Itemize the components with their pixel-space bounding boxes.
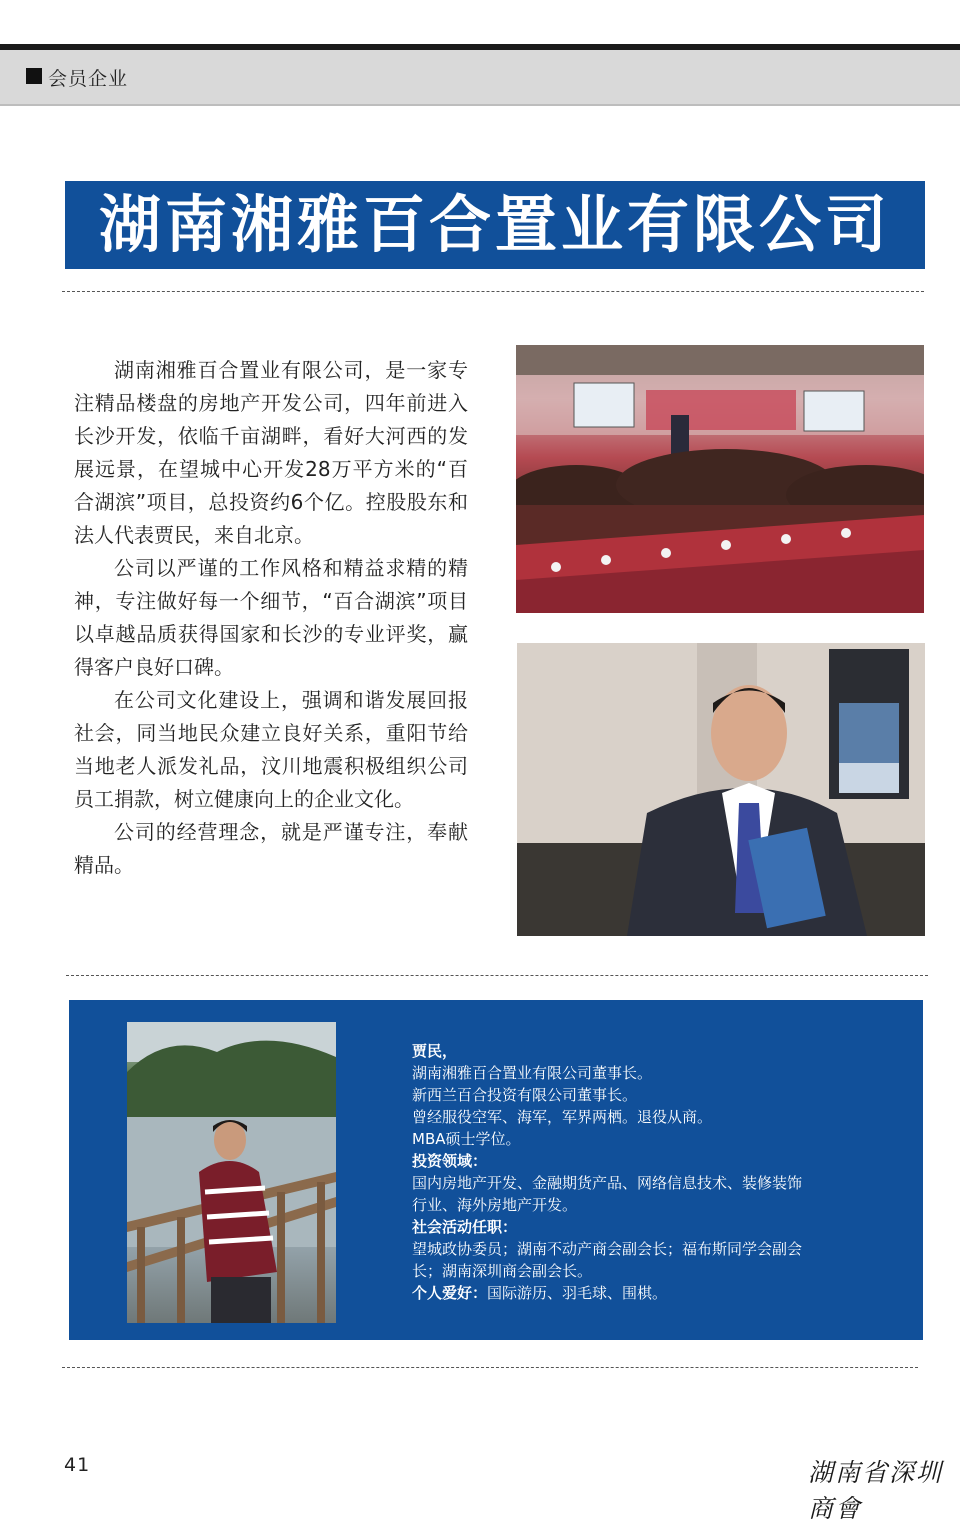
section-square-icon	[26, 68, 42, 84]
investment-line: 国内房地产开发、金融期货产品、网络信息技术、装修装饰	[412, 1174, 803, 1192]
hobby-heading: 个人爱好：	[412, 1284, 488, 1302]
social-heading: 社会活动任职：	[412, 1218, 518, 1236]
article-paragraph: 在公司文化建设上，强调和谐发展回报社会，同当地民众建立良好关系，重阳节给当地老人派发礼品，汶川地震积极组织公司员工捐款，树立健康向上的企业文化。	[74, 688, 468, 811]
footer-brand: 湖南省深圳商會	[808, 1458, 944, 1523]
divider	[62, 291, 924, 292]
article-body	[74, 354, 468, 882]
bio-role: 新西兰百合投资有限公司董事长。	[412, 1086, 638, 1104]
bio-role: 曾经服役空军、海军，军界两栖。退役从商。	[412, 1108, 713, 1126]
title-band	[65, 181, 925, 269]
chairman-photo	[517, 643, 925, 936]
article-paragraph: 公司以严谨的工作风格和精益求精的精神，专注做好每一个细节，“百合湖滨”项目以卓越品质获得国家和长沙的专业评奖，赢得客户良好口碑。	[74, 556, 468, 679]
divider	[62, 1367, 918, 1368]
investment-heading: 投资领域：	[412, 1152, 488, 1170]
investment-line: 行业、海外房地产开发。	[412, 1196, 578, 1214]
article-paragraph: 公司的经营理念，就是严谨专注，奉献精品。	[74, 820, 468, 877]
page-title: 湖南湘雅百合置业有限公司	[98, 188, 891, 261]
portrait-photo	[127, 1022, 336, 1323]
section-header-bar	[0, 50, 960, 106]
bio-role: MBA硕士学位。	[412, 1130, 521, 1148]
social-line: 长；湖南深圳商会副会长。	[412, 1262, 593, 1280]
bio-name: 贾民，	[412, 1042, 458, 1060]
hobby-text: 国际游历、羽毛球、围棋。	[487, 1284, 668, 1302]
bio-text	[412, 1040, 852, 1304]
social-line: 望城政协委员；湖南不动产商会副会长；福布斯同学会副会	[412, 1240, 803, 1258]
article-paragraph: 湖南湘雅百合置业有限公司，是一家专注精品楼盘的房地产开发公司，四年前进入长沙开发，依临千亩湖畔，看好大河西的发展远景，在望城中心开发28万平方米的“百合湖滨”项目，总投资约6个亿。控股股东和法人代表贾民，来自北京。	[74, 358, 468, 547]
section-label: 会员企业	[48, 68, 129, 90]
conference-photo	[516, 345, 924, 613]
page-number: 41	[64, 1454, 91, 1476]
bio-role: 湖南湘雅百合置业有限公司董事长。	[412, 1064, 653, 1082]
divider	[66, 975, 928, 976]
